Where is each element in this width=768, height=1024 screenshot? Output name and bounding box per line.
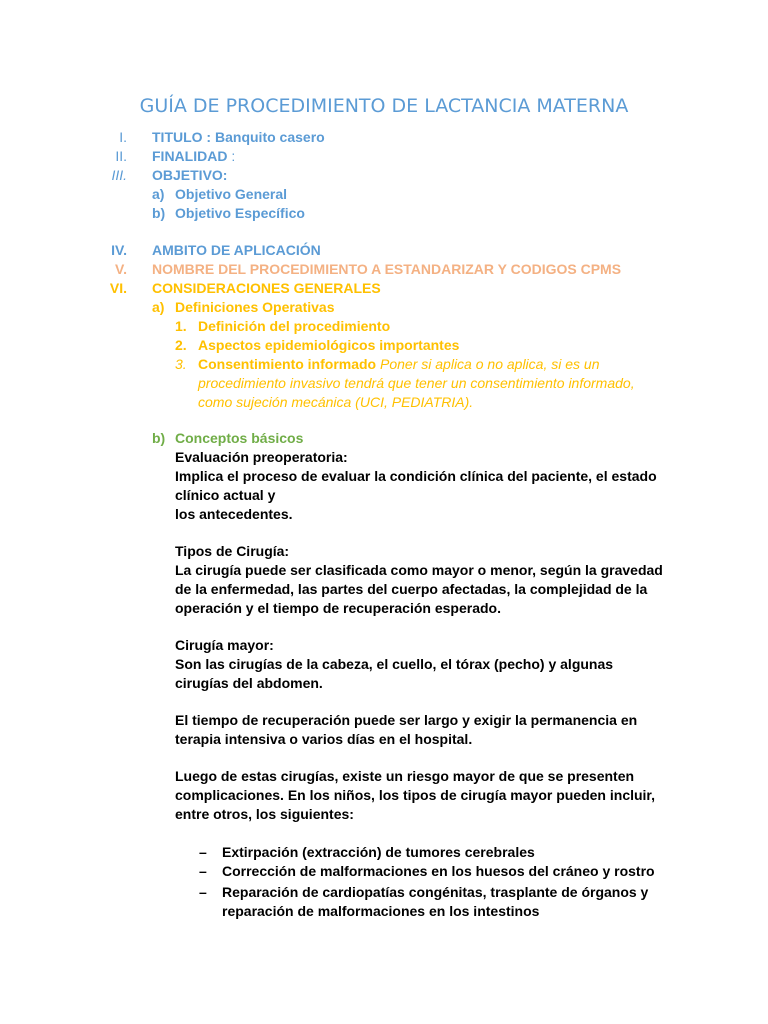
body-text: entre otros, los siguientes: [175, 806, 354, 822]
item-aspectos: Aspectos epidemiológicos importantes [198, 337, 460, 353]
bullet-item: Extirpación (extracción) de tumores cerebrales [222, 844, 535, 860]
item-definicion: Definición del procedimiento [198, 318, 391, 334]
subsection-objetivo-especifico: Objetivo Específico [175, 205, 305, 221]
body-text: clínico actual y [175, 487, 276, 503]
body-text: complicaciones. En los niños, los tipos de cirugía mayor pueden incluir, [175, 787, 655, 803]
bullet-item-continued: reparación de malformaciones en los intestinos [222, 903, 540, 919]
subsection-objetivo-general: Objetivo General [175, 186, 288, 202]
body-text: de la enfermedad, las partes del cuerpo afectadas, la complejidad de la [175, 581, 648, 597]
bullet-dash: – [199, 844, 207, 860]
item-label: Consentimiento informado [198, 356, 377, 372]
body-text: operación y el tiempo de recuperación esperado. [175, 600, 501, 616]
section-value: Banquito casero [215, 129, 325, 145]
section-number: VI. [109, 280, 127, 296]
item-number: 1. [175, 318, 187, 334]
bullet-item: Reparación de cardiopatías congénitas, trasplante de órganos y [222, 884, 649, 900]
bullet-item: Corrección de malformaciones en los huesos del cráneo y rostro [222, 863, 655, 879]
subsection-number: b) [152, 430, 166, 446]
body-text: El tiempo de recuperación puede ser largo y exigir la permanencia en [175, 712, 638, 728]
document-title: GUÍA DE PROCEDIMIENTO DE LACTANCIA MATERNA [139, 95, 629, 117]
section-label: FINALIDAD [152, 148, 228, 164]
section-number: III. [111, 167, 127, 183]
body-heading: Tipos de Cirugía: [175, 543, 290, 559]
section-finalidad [152, 147, 235, 166]
body-heading: Cirugía mayor: [175, 637, 274, 653]
section-consideraciones: CONSIDERACIONES GENERALES [152, 280, 381, 296]
section-ambito: AMBITO DE APLICACIÓN [152, 242, 321, 258]
bullet-dash: – [199, 863, 207, 879]
section-number: V. [115, 261, 127, 277]
item-note: como sujeción mecánica (UCI, PEDIATRIA). [198, 394, 474, 410]
section-titulo [152, 128, 325, 147]
subsection-number: a) [152, 299, 165, 315]
subsection-definiciones: Definiciones Operativas [175, 299, 335, 315]
body-text: Implica el proceso de evaluar la condición clínica del paciente, el estado [175, 468, 657, 484]
section-number: I. [119, 129, 127, 145]
item-consentimiento [198, 355, 599, 374]
section-nombre-procedimiento: NOMBRE DEL PROCEDIMIENTO A ESTANDARIZAR Y CODIGOS CPMS [152, 261, 622, 277]
item-note: procedimiento invasivo tendrá que tener un consentimiento informado, [198, 375, 635, 391]
body-text: terapia intensiva o varios días en el hospital. [175, 731, 473, 747]
body-heading: Evaluación preoperatoria: [175, 449, 348, 465]
item-note: Poner si aplica o no aplica, si es un [380, 356, 600, 372]
body-text: Son las cirugías de la cabeza, el cuello, el tórax (pecho) y algunas [175, 656, 614, 672]
body-text: Luego de estas cirugías, existe un riesgo mayor de que se presenten [175, 768, 635, 784]
section-value: : [231, 148, 236, 164]
subsection-conceptos: Conceptos básicos [175, 430, 304, 446]
section-number: II. [115, 148, 127, 164]
body-text: los antecedentes. [175, 506, 293, 522]
body-text: La cirugía puede ser clasificada como mayor o menor, según la gravedad [175, 562, 663, 578]
section-label: TITULO : [152, 129, 212, 145]
subsection-number: a) [152, 186, 165, 202]
section-number: IV. [111, 242, 127, 258]
subsection-number: b) [152, 205, 166, 221]
bullet-dash: – [199, 884, 207, 900]
item-number: 3. [175, 356, 187, 372]
body-text: cirugías del abdomen. [175, 675, 323, 691]
section-objetivo: OBJETIVO: [152, 167, 228, 183]
item-number: 2. [175, 337, 187, 353]
